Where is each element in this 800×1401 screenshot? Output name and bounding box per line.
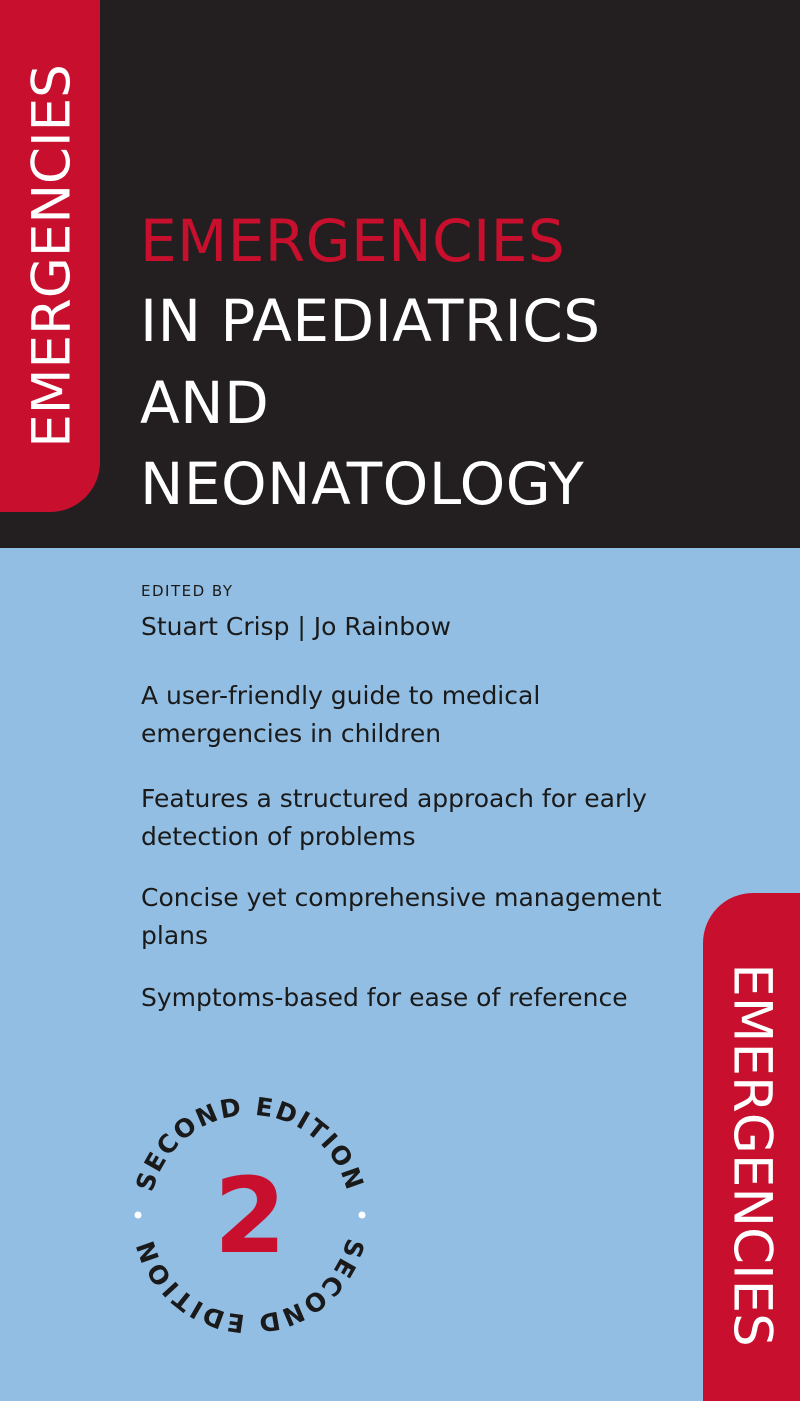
edition-number: 2 [213, 1155, 287, 1277]
title-and: AND [140, 369, 270, 437]
edition-ring-top: SECOND EDITION [130, 1091, 370, 1195]
series-tab-right-label: EMERGENCIES [721, 963, 783, 1347]
badge-dot-right [359, 1212, 366, 1219]
blurb-item: Features a structured approach for early detection of problems [141, 784, 647, 851]
blurb-item: A user-friendly guide to medical emergencies in children [141, 681, 541, 748]
title-in-paediatrics: IN PAEDIATRICS [140, 287, 601, 355]
edition-ring-bottom: SECOND EDITION [130, 1235, 370, 1339]
blurb-item: Symptoms-based for ease of reference [141, 983, 628, 1012]
editors-names: Stuart Crisp | Jo Rainbow [141, 612, 451, 641]
badge-dot-left [135, 1212, 142, 1219]
series-tab-right [703, 893, 800, 1401]
series-tab-left [0, 0, 100, 512]
title-neonatology: NEONATOLOGY [140, 450, 585, 518]
title-emergencies: EMERGENCIES [140, 207, 566, 275]
blurb-item: Concise yet comprehensive management plans [141, 883, 662, 950]
series-tab-left-label: EMERGENCIES [21, 64, 83, 448]
edited-by-label: EDITED BY [141, 582, 234, 600]
edition-badge [110, 1075, 390, 1355]
